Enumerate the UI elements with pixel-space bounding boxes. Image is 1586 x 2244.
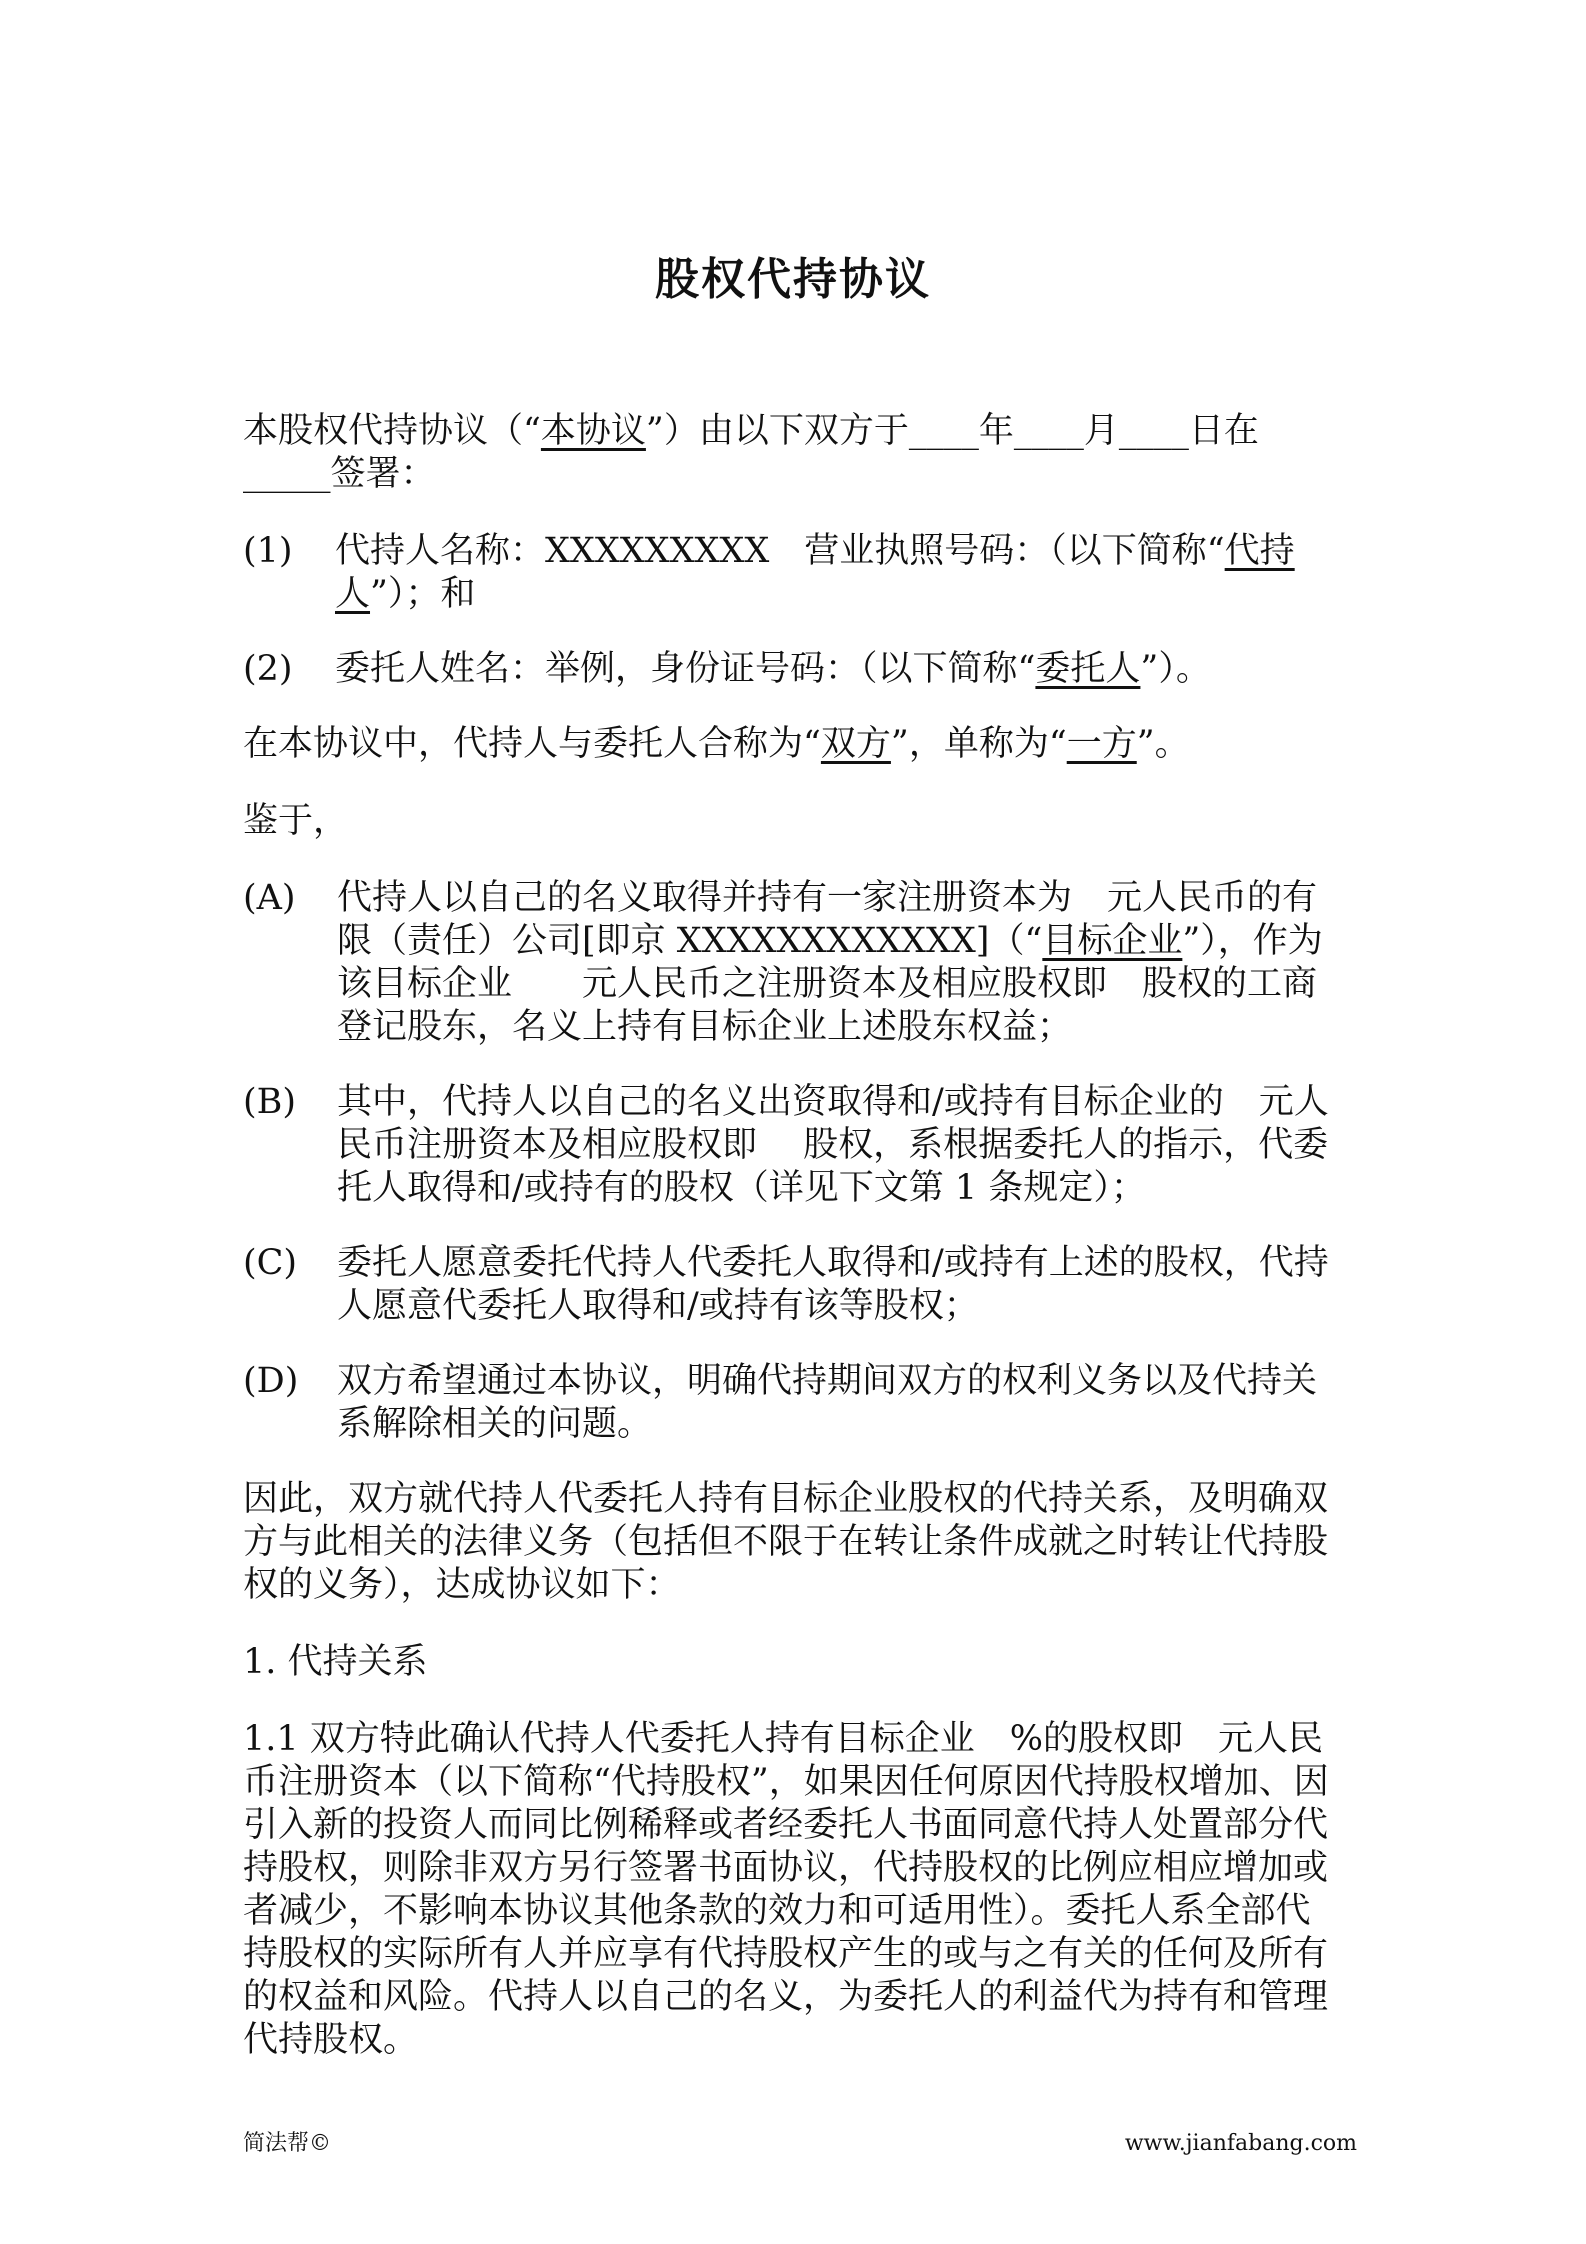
party-item: (2) 委托人姓名：举例，身份证号码：（以下简称“委托人”）。 <box>243 649 1211 689</box>
defined-term: 委托人 <box>1035 649 1141 689</box>
defined-term: 目标企业 <box>1042 921 1183 961</box>
whereas-paragraph: 鉴于， <box>243 801 349 841</box>
recital-item: (C) 委托人愿意委托代持人代委托人取得和/或持有上述的股权，代持人愿意代委托人取得和/或持有该等股权； <box>243 1243 1329 1326</box>
defined-term: 代持人 <box>335 531 1295 614</box>
intro-paragraph: 本股权代持协议（“本协议”）由以下双方于____年____月____日在_____签署： <box>243 411 1259 494</box>
recital-item: (D) 双方希望通过本协议，明确代持期间双方的权利义务以及代持关系解除相关的问题。 <box>243 1361 1318 1444</box>
recital-item: (A) 代持人以自己的名义取得并持有一家注册资本为 元人民币的有限（责任）公司[即京 XXXXXXXXXXXX]（“目标企业”），作为该目标企业 元人民币之注册资本及相应股权即 股权的工商登记股东，名义上持有目标企业上述股东权益； <box>243 878 1323 1047</box>
recital-item: (B) 其中，代持人以自己的名义出资取得和/或持有目标企业的 元人民币注册资本及相应股权即 股权，系根据委托人的指示，代委托人取得和/或持有的股权（详见下文第 1 条规定）； <box>243 1082 1329 1208</box>
document-body <box>243 410 1343 2096</box>
therefore-paragraph: 因此，双方就代持人代委托人持有目标企业股权的代持关系，及明确双方与此相关的法律义务（包括但不限于在转让条件成就之时转让代持股权的义务），达成协议如下： <box>243 1479 1329 1605</box>
document-title: 股权代持协议 <box>655 254 931 305</box>
collective-paragraph: 在本协议中，代持人与委托人合称为“双方”，单称为“一方”。 <box>243 724 1190 764</box>
recital-label: (A) <box>243 878 296 918</box>
party-label: (2) <box>243 649 293 689</box>
party-label: (1) <box>243 531 293 571</box>
recital-label: (B) <box>243 1082 297 1122</box>
defined-term: 一方 <box>1066 724 1137 764</box>
clause-paragraph: 1.1 双方特此确认代持人代委托人持有目标企业 %的股权即 元人民币注册资本（以下简称“代持股权”，如果因任何原因代持股权增加、因引入新的投资人而同比例稀释或者经委托人书面同意代持人处置部分代持股权，则除非双方另行签署书面协议，代持股权的比例应相应增加或者减少，不影响本协议其他条款的效力和可适用性）。委托人系全部代持股权的实际所有人并应享有代持股权产生的或与之有关的任何及所有的权益和风险。代持人以自己的名义，为委托人的利益代为持有和管理代持股权。 <box>243 1719 1329 2060</box>
party-item: (1) 代持人名称：XXXXXXXXX 营业执照号码：（以下简称“代持人”）；和 <box>243 531 1295 614</box>
defined-term: 本协议 <box>540 411 646 451</box>
recital-label: (C) <box>243 1243 298 1283</box>
section-heading: 1. 代持关系 <box>243 1642 428 1682</box>
footer-website: www.jianfabang.com <box>1124 2131 1357 2156</box>
defined-term: 双方 <box>820 724 891 764</box>
footer-brand: 简法帮© <box>243 2131 332 2156</box>
recital-label: (D) <box>243 1361 299 1401</box>
